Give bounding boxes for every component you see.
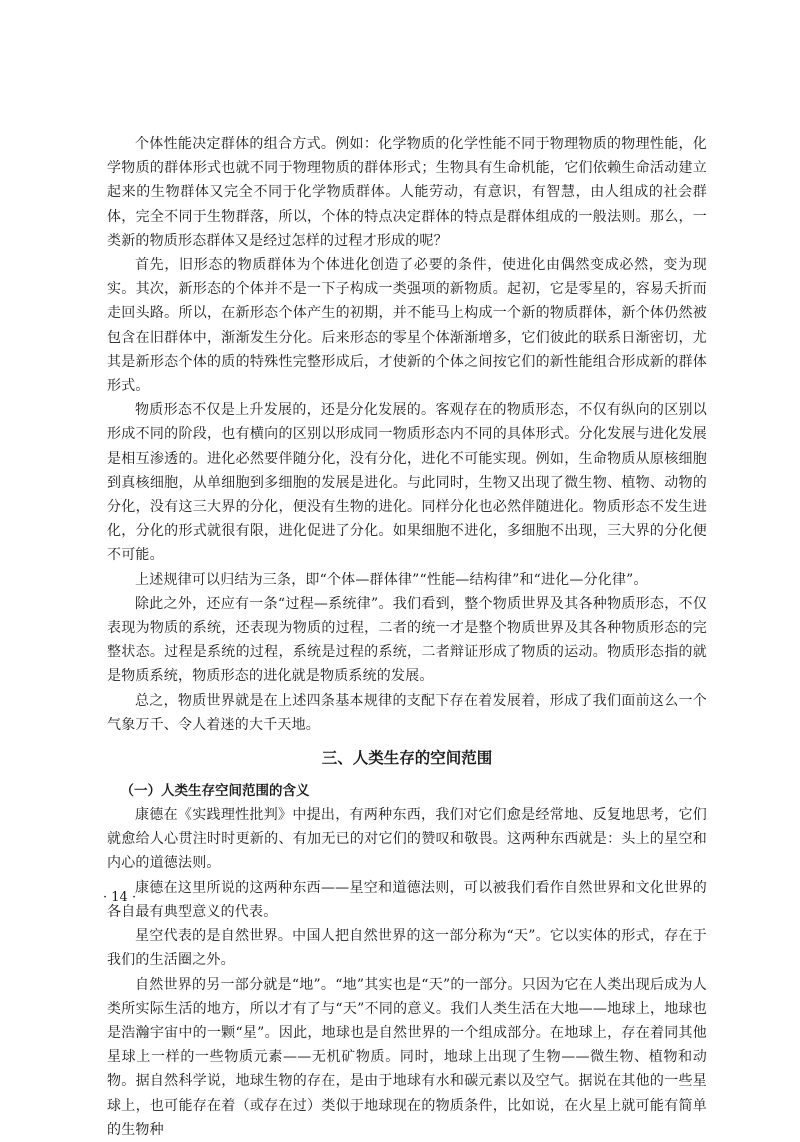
paragraph-two-things: 康德在这里所说的这两种东西——星空和道德法则，可以被我们看作自然世界和文化世界的各自最有典型意义的代表。	[107, 879, 707, 920]
subsection-title: （一）人类生存空间范围的含义	[120, 783, 310, 800]
section-title: 三、人类生存的空间范围	[321, 749, 493, 768]
paragraph-conclusion: 总之，物质世界就是在上述四条基本规律的支配下存在着发展着，形成了我们面前这么一个气象万千、令人着迷的大千天地。	[107, 692, 707, 733]
page-number: · 14 ·	[103, 890, 137, 905]
paragraph-three-laws: 上述规律可以归结为三条，即“个体—群体律”“性能—结构律”和“进化—分化律”。	[135, 571, 648, 588]
paragraph-group-formation: 首先，旧形态的物质群体为个体进化创造了必要的条件，使进化由偶然变成必然，变为现实。其次，新形态的个体并不是一下子构成一类强项的新物质。起初，它是零星的，容易夭折而走回头路。所以，在新形态个体产生的初期，并不能马上构成一个新的物质群体，新个体仍然被包含在旧群体中，渐渐发生分化。后来形态的零星个体渐渐增多，它们彼此的联系日渐密切，尤其是新形态个体的质的特殊性完整形成后，才使新的个体之间按它们的新性能组合形成新的群体形式。	[107, 257, 707, 395]
paragraph-group-behavior: 个体性能决定群体的组合方式。例如：化学物质的化学性能不同于物理物质的物理性能，化学物质的群体形式也就不同于物理物质的群体形式；生物具有生命机能，它们依赖生命活动建立起来的生物群体又完全不同于化学物质群体。人能劳动，有意识，有智慧，由人组成的社会群体，完全不同于生物群落，所以，个体的特点决定群体的特点是群体组成的一般法则。那么，一类新的物质形态群体又是经过怎样的过程才形成的呢？	[107, 136, 707, 249]
paragraph-differentiation: 物质形态不仅是上升发展的，还是分化发展的。客观存在的物质形态，不仅有纵向的区别以形成不同的阶段，也有横向的区别以形成同一物质形态内不同的具体形式。分化发展与进化发展是相互渗透的。进化必然要伴随分化，没有分化，进化不可能实现。例如，生命物质从原核细胞到真核细胞，从单细胞到多细胞的发展是进化。与此同时，生物又出现了微生物、植物、动物的分化，没有这三大界的分化，便没有生物的进化。同样分化也必然伴随进化。物质形态不发生进化，分化的形式就很有限，进化促进了分化。如果细胞不进化，多细胞不出现，三大界的分化便不可能。	[107, 402, 707, 564]
paragraph-starry-sky: 星空代表的是自然世界。中国人把自然世界的这一部分称为“天”。它以实体的形式，存在于我们的生活圈之外。	[107, 928, 707, 969]
page-body	[107, 132, 707, 1142]
paragraph-earth: 自然世界的另一部分就是“地”。“地”其实也是“天”的一部分。只因为它在人类出现后成为人类所实际生活的地方，所以才有了与“天”不同的意义。我们人类生活在大地——地球上，地球也是浩瀚宇宙中的一颗“星”。因此，地球也是自然世界的一个组成部分。在地球上，存在着同其他星球上一样的一些物质元素——无机矿物质。同时，地球上出现了生物——微生物、植物和动物。据自然科学说，地球生物的存在，是由于地球有水和碳元素以及空气。据说在其他的一些星球上，也可能存在着（或存在过）类似于地球现在的物质条件，比如说，在火星上就可能有简单的生物种	[107, 976, 707, 1138]
paragraph-kant: 康德在《实践理性批判》中提出，有两种东西，我们对它们愈是经常地、反复地思考，它们就愈给人心贯注时时更新的、有加无已的对它们的赞叹和敬畏。这两种东西就是：头上的星空和内心的道德法则。	[107, 807, 707, 872]
paragraph-process-system: 除此之外，还应有一条“过程—系统律”。我们看到，整个物质世界及其各种物质形态，不仅表现为物质的系统，还表现为物质的过程，二者的统一才是整个物质世界及其各种物质形态的完整状态。过程是系统的过程，系统是过程的系统，二者辩证形成了物质的运动。物质形态指的就是物质系统，物质形态的进化就是物质系统的发展。	[107, 595, 707, 685]
